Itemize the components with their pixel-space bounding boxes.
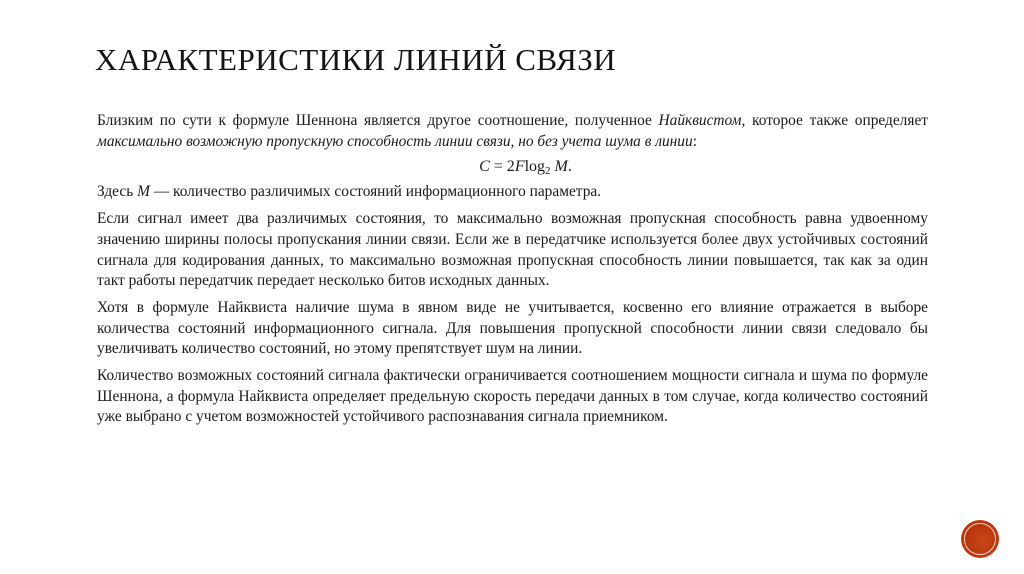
formula-log-base: 2 xyxy=(545,165,551,178)
text: которое также определяет xyxy=(745,112,929,129)
paragraph-nyquist-intro xyxy=(97,111,928,152)
text: : xyxy=(692,132,697,150)
text: Близким по сути к формуле Шеннона является другое соотношение, полученное xyxy=(97,112,659,129)
emphasis-definition: максимально возможную пропускную способность линии связи, но без учета шума в линии xyxy=(97,132,693,150)
formula-eq: = 2 xyxy=(489,158,515,176)
formula-m: M xyxy=(550,158,568,176)
paragraph-two-states: Если сигнал имеет два различимых состояния, то максимально возможная пропускная способность равна удвоенному значению ширины полосы пропускания линии связи. Если же в передатчике используется более двух устойчивых состояний сигнала для кодирования данных, то максимально возможная пропускная способность линии повышается, так как за один такт работы передатчик передает несколько битов исходных данных. xyxy=(97,210,928,290)
formula-f: F xyxy=(514,158,525,176)
emphasis-nyquist: Найквистом, xyxy=(658,112,746,129)
paragraph-m-definition xyxy=(97,182,928,203)
formula-end: . xyxy=(567,158,572,176)
formula-log: log xyxy=(524,158,546,176)
emphasis-m: M xyxy=(137,183,150,201)
paragraph-noise: Хотя в формуле Найквиста наличие шума в явном виде не учитывается, косвенно его влияние отражается в выборе количества состояний информационного сигнала. Для повышения пропускной способности линии связи следовало бы увеличивать количество состояний, но этому препятствует шум на линии. xyxy=(97,298,928,358)
red-circle-icon xyxy=(962,521,998,557)
text: — количество различимых состояний информационного параметра. xyxy=(149,183,602,201)
formula-c: C xyxy=(479,158,490,176)
slide-title: ХАРАКТЕРИСТИКИ ЛИНИЙ СВЯЗИ xyxy=(95,42,617,77)
paragraph-limits: Количество возможных состояний сигнала фактически ограничивается соотношением мощности сигнала и шума по формуле Шеннона, а формула Найквиста определяет предельную скорость передачи данных в том случае, когда количество состояний уже выбрано с учетом возможностей устойчивого распознавания сигнала приемником. xyxy=(97,367,928,426)
slide-body xyxy=(97,111,928,434)
nyquist-formula xyxy=(97,156,928,177)
text: Здесь xyxy=(97,183,138,201)
